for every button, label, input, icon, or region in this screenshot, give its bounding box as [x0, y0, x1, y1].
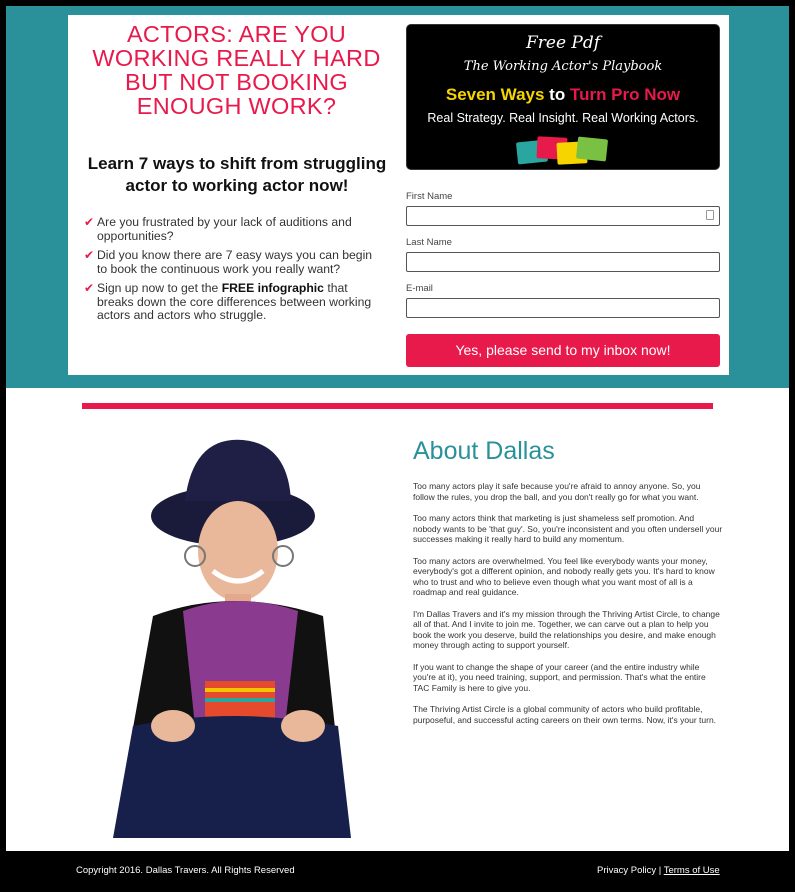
benefit-list — [84, 216, 384, 329]
last-name-label: Last Name — [406, 237, 452, 248]
about-paragraph: Too many actors are overwhelmed. You feel like everybody wants your money, everybody's got a different opinion, and nobody really gets you. It's hard to know who to trust and who to believe even though what you want most of all is a roadmap and real guidance. — [413, 555, 715, 597]
infographic-thumbnails — [517, 133, 613, 167]
benefit-text-pre: Sign up now to get the — [97, 281, 222, 295]
about-paragraph: If you want to change the shape of your career (and the entire industry while you're at it), you need training, support, and permission. That's what the entire TAC Family is here to give you. — [413, 661, 706, 693]
benefit-text: Did you know there are 7 easy ways you can begin to book the continuous work you really want? — [97, 248, 373, 276]
promo-playbook-title: The Working Actor's Playbook — [463, 59, 663, 74]
section-divider — [82, 403, 713, 409]
dallas-portrait-photo — [113, 426, 351, 838]
benefit-item — [84, 249, 384, 276]
email-field[interactable] — [406, 298, 720, 318]
about-body — [413, 481, 723, 736]
privacy-policy-link[interactable]: Privacy Policy — [597, 865, 657, 876]
footer-links — [597, 865, 720, 876]
benefit-text-bold: FREE infographic — [221, 281, 324, 295]
check-icon: ✔ — [84, 248, 95, 262]
email-label: E-mail — [406, 283, 433, 294]
first-name-field[interactable] — [406, 206, 720, 226]
benefit-item — [84, 216, 384, 243]
about-paragraph: Too many actors think that marketing is just shameless self promotion. And nobody wants to be 'that guy'. So, you're inconsistent and you often undersell your successes making it really hard to build any momentum. — [413, 513, 723, 544]
footer-separator: | — [656, 865, 664, 876]
benefit-item — [84, 282, 384, 323]
promo-tagline: Real Strategy. Real Insight. Real Working Actors. — [427, 111, 699, 125]
last-name-field[interactable] — [406, 252, 720, 272]
promo-headline-c: Turn Pro Now — [569, 85, 681, 104]
copyright-text: Copyright 2016. Dallas Travers. All Rights Reserved — [76, 865, 295, 876]
promo-headline-a: Seven Ways — [445, 85, 545, 104]
promo-headline-b: to — [544, 85, 570, 104]
promo-free-pdf: Free Pdf — [525, 33, 601, 53]
about-paragraph: I'm Dallas Travers and it's my mission through the Thriving Artist Circle, to change all of that. And I invite to join me. Together, we can carve out a plan to help you book the work you deserve, build the relationships you desire, and make enough money through acting to support yourself. — [413, 608, 720, 650]
promo-headline — [407, 85, 719, 105]
submit-button[interactable]: Yes, please send to my inbox now! — [406, 334, 720, 367]
terms-of-use-link[interactable]: Terms of Use — [663, 865, 720, 876]
about-paragraph: The Thriving Artist Circle is a global community of actors who build profitable, purposeful, and successful acting careers on their own terms. Now, it's your turn. — [413, 704, 717, 725]
playbook-promo-image — [406, 24, 720, 170]
check-icon: ✔ — [84, 215, 95, 229]
about-paragraph: Too many actors play it safe because you're afraid to annoy anyone. So, you follow the rules, you drop the ball, and you don't really go for what you want. — [413, 481, 701, 502]
check-icon: ✔ — [84, 281, 95, 295]
about-title: About Dallas — [413, 437, 555, 465]
first-name-label: First Name — [406, 191, 453, 202]
hero-headline: ACTORS: ARE YOU WORKING REALLY HARD BUT NOT BOOKING ENOUGH WORK? — [92, 21, 381, 119]
benefit-text-post: that breaks down the core differences between working actors and actors who struggle. — [97, 281, 372, 322]
benefit-text: Are you frustrated by your lack of auditions and opportunities? — [97, 215, 352, 243]
hero-subheadline: Learn 7 ways to shift from struggling actor to working actor now! — [87, 154, 387, 195]
